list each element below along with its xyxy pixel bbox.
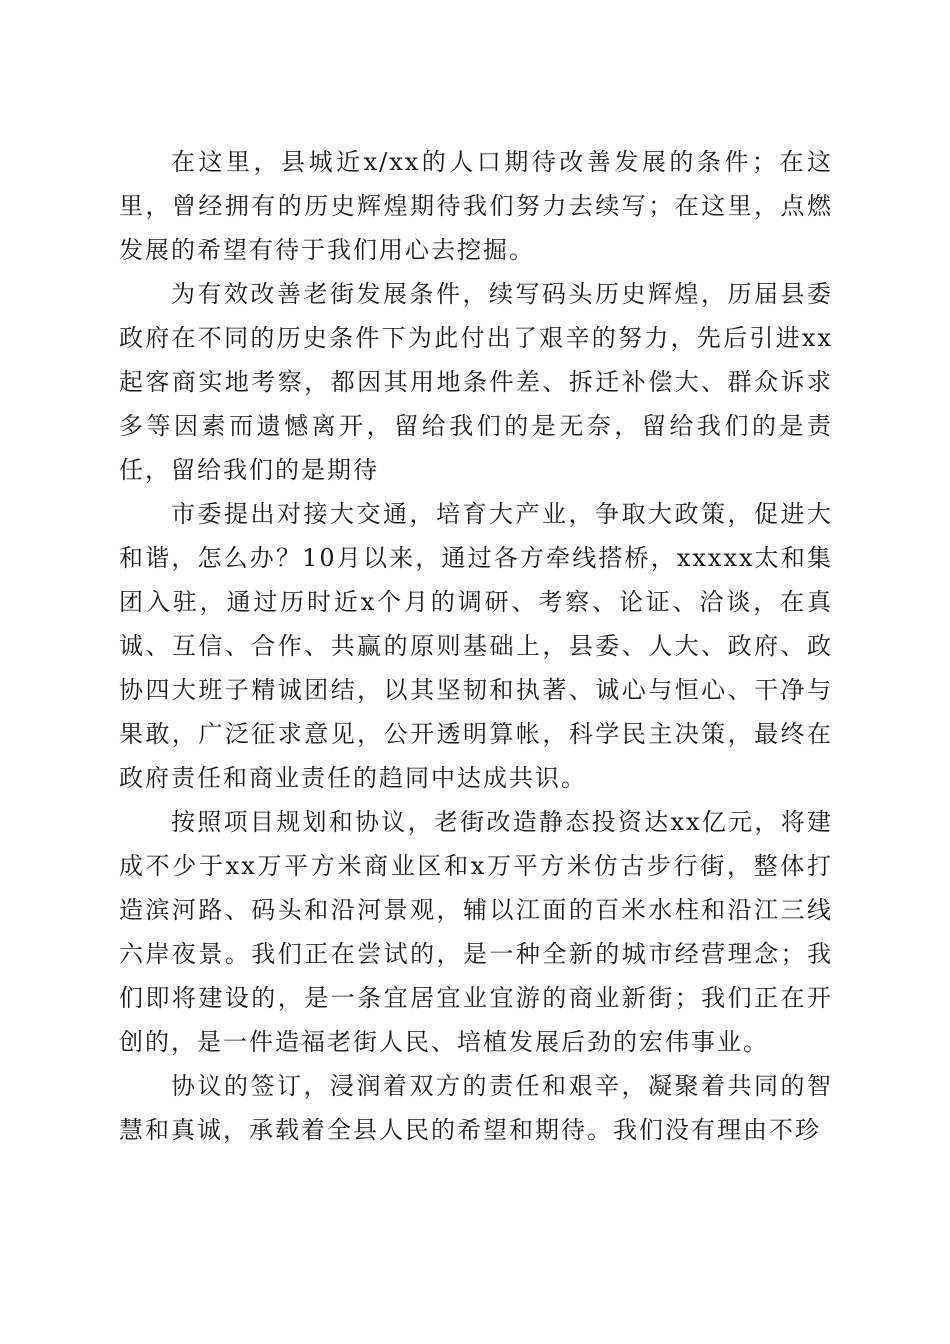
paragraph-5: 协议的签订，浸润着双方的责任和艰辛，凝聚着共同的智慧和真诚，承载着全县人民的希望和期待。我们没有理由不珍 [119, 1072, 833, 1144]
paragraph-3: 市委提出对接大交通，培育大产业，争取大政策，促进大和谐，怎么办？10月以来，通过各方牵线搭桥，xxxxx太和集团入驻，通过历时近x个月的调研、考察、论证、洽谈，在真诚、互信、合作、共赢的原则基础上，县委、人大、政府、政协四大班子精诚团结，以其坚韧和执著、诚心与恒心、干净与果敢，广泛征求意见，公开透明算帐，科学民主决策，最终在政府责任和商业责任的趋同中达成共识。 [119, 500, 833, 792]
paragraph-2: 为有效改善老街发展条件，续写码头历史辉煌，历届县委政府在不同的历史条件下为此付出了艰辛的努力，先后引进xx起客商实地考察，都因其用地条件差、拆迁补偿大、群众诉求多等因素而遗憾离开，留给我们的是无奈，留给我们的是责任，留给我们的是期待 [119, 280, 833, 484]
paragraph-4: 按照项目规划和协议，老街改造静态投资达xx亿元，将建成不少于xx万平方米商业区和x万平方米仿古步行街，整体打造滨河路、码头和沿河景观，辅以江面的百米水柱和沿江三线六岸夜景。我们正在尝试的，是一种全新的城市经营理念；我们即将建设的，是一条宜居宜业宜游的商业新街；我们正在开创的，是一件造福老街人民、培植发展后劲的宏伟事业。 [119, 808, 833, 1056]
document-body [119, 140, 833, 1152]
paragraph-1: 在这里，县城近x/xx的人口期待改善发展的条件；在这里，曾经拥有的历史辉煌期待我们努力去续写；在这里，点燃发展的希望有待于我们用心去挖掘。 [119, 148, 833, 264]
